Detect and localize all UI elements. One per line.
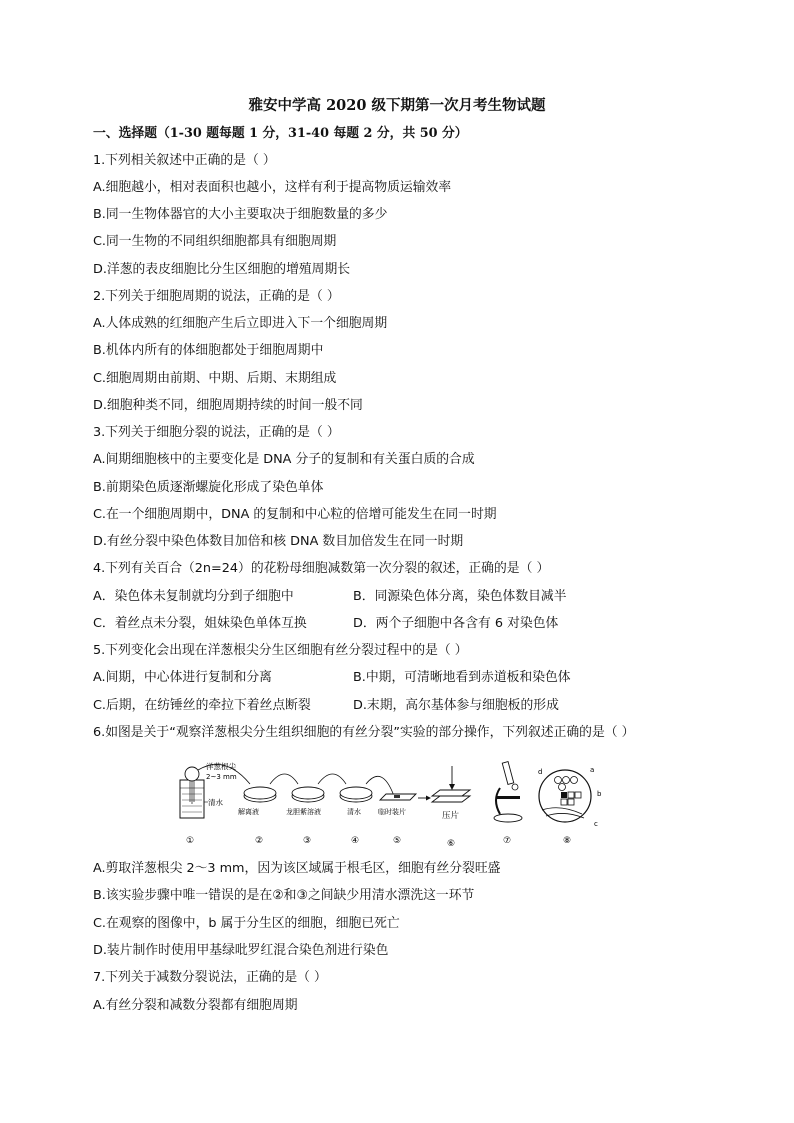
q5-option-d: D.末期，高尔基体参与细胞板的形成 — [353, 698, 559, 713]
question-5-stem: 5.下列变化会出现在洋葱根尖分生区细胞有丝分裂过程中的是（ ） — [93, 643, 468, 658]
page-title: 雅安中学高 2020 级下期第一次月考生物试题 — [248, 97, 546, 114]
section-heading: 一、选择题（1-30 题每题 1 分，31-40 每题 2 分，共 50 分） — [93, 126, 468, 141]
mount-label: 临时装片 — [378, 808, 406, 816]
question-1-stem: 1.下列相关叙述中正确的是（ ） — [93, 153, 276, 168]
q3-option-b: B.前期染色质逐渐螺旋化形成了染色单体 — [93, 480, 324, 495]
q4-option-c: C．着丝点未分裂，姐妹染色单体互换 — [93, 616, 307, 631]
root-tip-label: 洋葱根尖 — [206, 762, 236, 771]
experiment-figure — [170, 760, 620, 850]
step-number-2: ② — [255, 836, 264, 846]
q5-option-b: B.中期，可清晰地看到赤道板和染色体 — [353, 670, 571, 685]
microscope-field-view — [539, 770, 591, 822]
cell-label-c: c — [594, 820, 598, 828]
water-label-1: 清水 — [208, 798, 223, 807]
cell-label-d: d — [538, 768, 543, 776]
transfer-arrow-2 — [270, 774, 298, 784]
step-number-5: ⑤ — [393, 836, 402, 846]
q3-option-c: C.在一个细胞周期中，DNA 的复制和中心粒的倍增可能发生在同一时期 — [93, 507, 497, 522]
q6-option-b: B.该实验步骤中唯一错误的是在②和③之间缺少用清水漂洗这一环节 — [93, 888, 475, 903]
q1-option-b: B.同一生物体器官的大小主要取决于细胞数量的多少 — [93, 207, 388, 222]
cell-label-a: a — [590, 766, 595, 774]
press-illustration — [418, 766, 470, 802]
q6-option-c: C.在观察的图像中，b 属于分生区的细胞，细胞已死亡 — [93, 916, 400, 931]
press-label: 压片 — [442, 811, 460, 821]
petri-dish-dissociation — [244, 787, 276, 802]
q4-option-a: A．染色体未复制就均分到子细胞中 — [93, 589, 294, 604]
q3-option-d: D.有丝分裂中染色体数目加倍和核 DNA 数目加倍发生在同一时期 — [93, 534, 464, 549]
q1-option-d: D.洋葱的表皮细胞比分生区细胞的增殖周期长 — [93, 262, 351, 277]
temporary-slide — [380, 794, 416, 800]
rinse-label: 清水 — [347, 808, 361, 816]
question-6-stem: 6.如图是关于“观察洋葱根尖分生组织细胞的有丝分裂”实验的部分操作，下列叙述正确的是（ ） — [93, 725, 635, 740]
q7-option-a: A.有丝分裂和减数分裂都有细胞周期 — [93, 998, 298, 1013]
dissociation-label: 解离液 — [238, 808, 259, 816]
question-3-stem: 3.下列关于细胞分裂的说法，正确的是（ ） — [93, 425, 340, 440]
q5-option-c: C.后期，在纺锤丝的牵拉下着丝点断裂 — [93, 698, 311, 713]
q2-option-c: C.细胞周期由前期、中期、后期、末期组成 — [93, 371, 337, 386]
step-number-7: ⑦ — [503, 836, 512, 846]
question-7-stem: 7.下列关于减数分裂说法，正确的是（ ） — [93, 970, 327, 985]
petri-dish-rinse — [340, 787, 372, 802]
step-number-8: ⑧ — [563, 836, 572, 846]
step-number-4: ④ — [351, 836, 360, 846]
q4-option-d: D．两个子细胞中各含有 6 对染色体 — [353, 616, 559, 631]
step-number-6: ⑥ — [447, 839, 456, 849]
transfer-arrow-3 — [318, 774, 346, 784]
microscope-icon — [494, 762, 522, 822]
step-number-3: ③ — [303, 836, 312, 846]
question-4-stem: 4.下列有关百合（2n=24）的花粉母细胞减数第一次分裂的叙述，正确的是（ ） — [93, 561, 550, 576]
question-2-stem: 2.下列关于细胞周期的说法，正确的是（ ） — [93, 289, 340, 304]
q6-option-a: A.剪取洋葱根尖 2～3 mm，因为该区域属于根毛区，细胞有丝分裂旺盛 — [93, 861, 501, 876]
beaker-illustration — [180, 767, 208, 818]
cell-label-b: b — [597, 790, 602, 798]
q2-option-d: D.细胞种类不同，细胞周期持续的时间一般不同 — [93, 398, 363, 413]
q2-option-a: A.人体成熟的红细胞产生后立即进入下一个细胞周期 — [93, 316, 388, 331]
q5-option-a: A.间期，中心体进行复制和分离 — [93, 670, 272, 685]
q3-option-a: A.间期细胞核中的主要变化是 DNA 分子的复制和有关蛋白质的合成 — [93, 452, 475, 467]
q4-option-b: B．同源染色体分离，染色体数目减半 — [353, 589, 567, 604]
q6-option-d: D.装片制作时使用甲基绿吡罗红混合染色剂进行染色 — [93, 943, 389, 958]
q1-option-c: C.同一生物的不同组织细胞都具有细胞周期 — [93, 234, 337, 249]
petri-dish-stain — [292, 787, 324, 802]
q1-option-a: A.细胞越小，相对表面积也越小，这样有利于提高物质运输效率 — [93, 180, 452, 195]
length-label: 2~3 mm — [206, 773, 237, 781]
stain-label: 龙胆紫溶液 — [286, 808, 321, 816]
step-number-1: ① — [186, 836, 195, 846]
q2-option-b: B.机体内所有的体细胞都处于细胞周期中 — [93, 343, 324, 358]
